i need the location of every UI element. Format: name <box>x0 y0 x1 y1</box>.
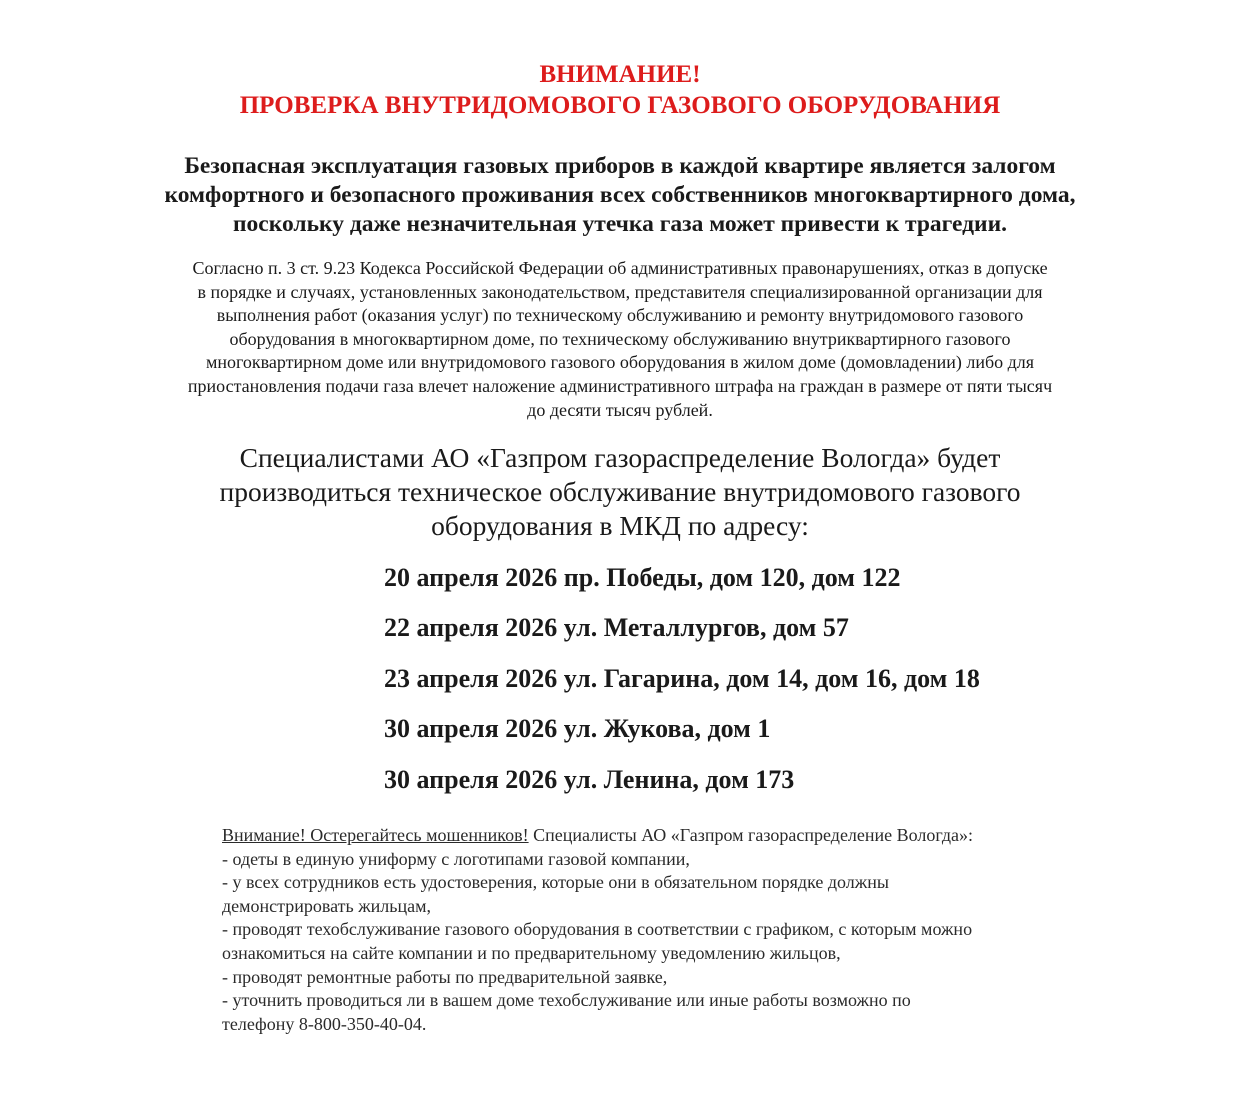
lead-line: комфортного и безопасного проживания всех собственников многоквартирного дома, <box>164 182 1076 208</box>
warning-line: телефону 8-800-350-40-04. <box>222 1013 427 1034</box>
law-line: выполнения работ (оказания услуг) по техническому обслуживанию и ремонту внутридомового газового <box>216 305 1024 326</box>
lead-line: поскольку даже незначительная утечка газа может привести к трагедии. <box>233 211 1007 237</box>
warning-line: ознакомиться на сайте компании и по предварительному уведомлению жильцов, <box>222 942 841 963</box>
schedule-item: 30 апреля 2026 ул. Жукова, дом 1 <box>384 714 771 744</box>
fraud-warning-title: Внимание! Остерегайтесь мошенников! <box>222 825 529 845</box>
lead-paragraph <box>80 152 1160 239</box>
announcement-line: Специалистами АО «Газпром газораспределение Вологда» будет <box>239 442 1001 473</box>
schedule-item: 23 апреля 2026 ул. Гагарина, дом 14, дом 16, дом 18 <box>384 663 980 693</box>
announcement-line: оборудования в МКД по адресу: <box>431 510 809 541</box>
warning-intro: Специалисты АО «Газпром газораспределение Вологда»: <box>528 825 974 845</box>
law-paragraph <box>95 257 1145 422</box>
law-line: многоквартирном доме или внутридомового газового оборудования в жилом доме (домовладении) либо для <box>205 352 1035 373</box>
law-line: до десяти тысяч рублей. <box>527 399 713 420</box>
lead-line: Безопасная эксплуатация газовых приборов в каждой квартире является залогом <box>184 153 1056 179</box>
schedule-list <box>384 560 980 812</box>
maintenance-announcement <box>120 441 1120 543</box>
announcement-line: производиться техническое обслуживание внутридомового газового <box>219 476 1021 507</box>
law-line: в порядке и случаях, установленных законодательством, представителя специализированной организации для <box>197 281 1043 302</box>
warning-intro-line <box>222 824 1122 848</box>
law-line: Согласно п. 3 ст. 9.23 Кодекса Российской Федерации об административных правонарушениях, отказ в допуске <box>192 258 1048 278</box>
schedule-item: 30 апреля 2026 ул. Ленина, дом 173 <box>384 764 795 794</box>
fraud-warning <box>222 824 1122 1036</box>
attention-heading: ВНИМАНИЕ! <box>539 61 701 88</box>
inspection-heading: ПРОВЕРКА ВНУТРИДОМОВОГО ГАЗОВОГО ОБОРУДОВАНИЯ <box>239 92 1001 119</box>
warning-line: - у всех сотрудников есть удостоверения, которые они в обязательном порядке должны <box>222 872 889 893</box>
warning-line: - проводят техобслуживание газового оборудования в соответствии с графиком, с которым можно <box>222 919 973 940</box>
schedule-item: 20 апреля 2026 пр. Победы, дом 120, дом 122 <box>384 563 901 592</box>
warning-line: - уточнить проводиться ли в вашем доме техобслуживание или иные работы возможно по <box>222 990 911 1011</box>
warning-line: демонстрировать жильцам, <box>222 895 432 916</box>
law-line: оборудования в многоквартирном доме, по техническому обслуживанию внутриквартирного газового <box>229 328 1011 349</box>
schedule-item: 22 апреля 2026 ул. Металлургов, дом 57 <box>384 613 849 643</box>
warning-line: - проводят ремонтные работы по предварительной заявке, <box>222 966 668 987</box>
law-line: приостановления подачи газа влечет наложение административного штрафа на граждан в размере от пяти тысяч <box>187 375 1053 396</box>
warning-line: - одеты в единую униформу с логотипами газовой компании, <box>222 848 690 869</box>
